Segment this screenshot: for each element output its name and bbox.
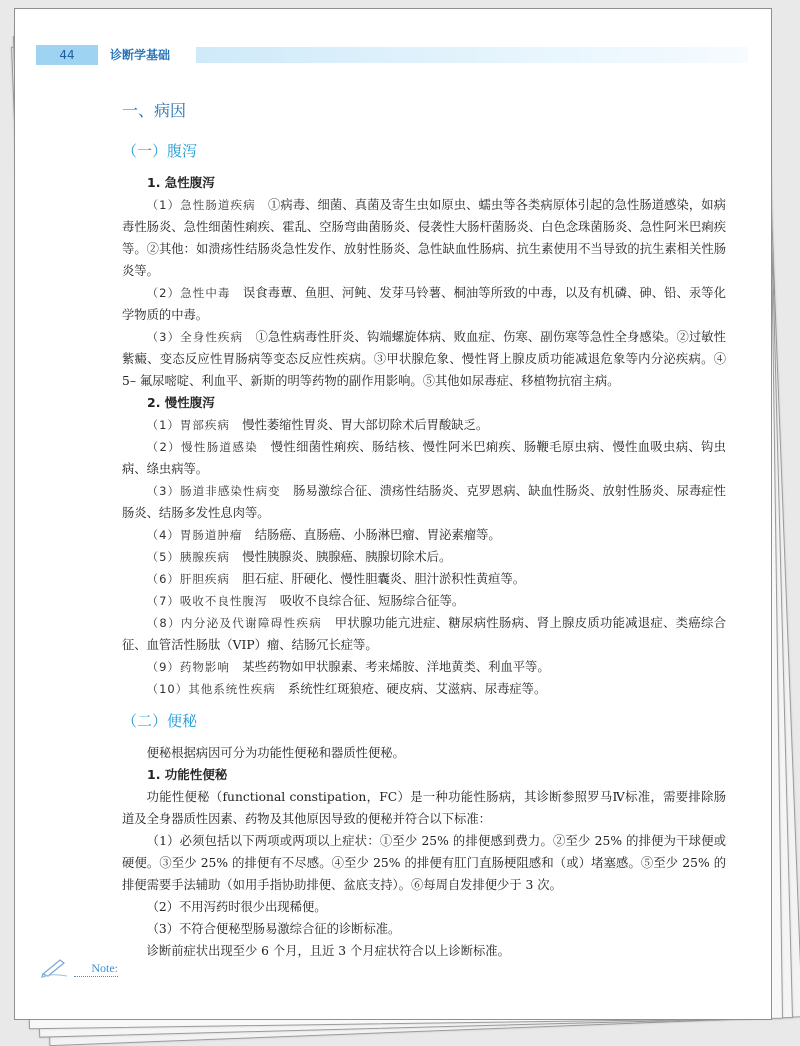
list-item bbox=[122, 546, 726, 568]
list-item bbox=[122, 612, 726, 656]
subsection-title-diarrhea: （一）腹泻 bbox=[122, 142, 198, 160]
item-text: 慢性细菌性痢疾、肠结核、慢性阿米巴痢疾、肠鞭毛原虫病、慢性血吸虫病、钩虫病、绦虫病等。 bbox=[122, 440, 726, 476]
list-item bbox=[122, 194, 726, 282]
item-term: （2）急性中毒 bbox=[146, 286, 231, 300]
item-text: 肠易激综合征、溃疡性结肠炎、克罗恩病、缺血性肠炎、放射性肠炎、尿毒症性肠炎、结肠多发性息肉等。 bbox=[122, 484, 726, 520]
item-term: （3）全身性疾病 bbox=[146, 330, 244, 344]
item-text: 某些药物如甲状腺素、考来烯胺、洋地黄类、利血平等。 bbox=[242, 660, 550, 674]
list-item bbox=[122, 590, 726, 612]
item-term: （1）胃部疾病 bbox=[146, 418, 230, 432]
item-term: （7）吸收不良性腹泻 bbox=[146, 594, 268, 608]
page-content bbox=[122, 96, 726, 962]
item-term: （8）内分泌及代谢障碍性疾病 bbox=[146, 616, 323, 630]
pencil-icon bbox=[40, 956, 68, 978]
fc-criterion: （3）不符合便秘型肠易激综合征的诊断标准。 bbox=[146, 922, 401, 936]
heading-acute-diarrhea: 1. 急性腹泻 bbox=[147, 175, 215, 190]
item-term: （1）急性肠道疾病 bbox=[146, 198, 256, 212]
item-text: ①病毒、细菌、真菌及寄生虫如原虫、蠕虫等各类病原体引起的急性肠道感染，如病毒性肠炎、急性细菌性痢疾、霍乱、空肠弯曲菌肠炎、侵袭性大肠杆菌肠炎、白色念珠菌肠炎、急性阿米巴痢疾等。②其他：如溃疡性结肠炎急性发作、放射性肠炎、急性缺血性肠病、抗生素使用不当导致的抗生素相关性肠炎等。 bbox=[122, 198, 726, 278]
page-number: 44 bbox=[36, 45, 98, 65]
margin-note bbox=[40, 956, 120, 980]
item-text: 误食毒蕈、鱼胆、河鲀、发芽马铃薯、桐油等所致的中毒，以及有机磷、砷、铅、汞等化学物质的中毒。 bbox=[122, 286, 726, 322]
item-term: （5）胰腺疾病 bbox=[146, 550, 230, 564]
fc-criterion: （1）必须包括以下两项或两项以上症状：①至少 25% 的排便感到费力。②至少 25% 的排便为干球便或硬便。③至少 25% 的排便有不尽感。④至少 25% 的排便有肛门直肠梗阻感和（或）堵塞感。⑤至少 25% 的排便需要手法辅助（如用手指协助排便、盆底支持）。⑥每周自发排便少于 3 次。 bbox=[122, 834, 726, 892]
list-item bbox=[122, 656, 726, 678]
item-term: （6）肝胆疾病 bbox=[146, 572, 230, 586]
heading-functional-constipation: 1. 功能性便秘 bbox=[147, 767, 228, 782]
item-text: ①急性病毒性肝炎、钩端螺旋体病、败血症、伤寒、副伤寒等急性全身感染。②过敏性紫癜、变态反应性胃肠病等变态反应性疾病。③甲状腺危象、慢性肾上腺皮质功能减退危象等内分泌疾病。④ 5– 氟尿嘧啶、利血平、新斯的明等药物的副作用影响。⑤其他如尿毒症、移植物抗宿主病。 bbox=[122, 330, 726, 388]
fc-criterion: （2）不用泻药时很少出现稀便。 bbox=[146, 900, 327, 914]
fc-duration-note: 诊断前症状出现至少 6 个月，且近 3 个月症状符合以上诊断标准。 bbox=[146, 944, 510, 958]
list-item bbox=[122, 326, 726, 392]
item-text: 系统性红斑狼疮、硬皮病、艾滋病、尿毒症等。 bbox=[288, 682, 547, 696]
page-header bbox=[36, 45, 748, 65]
item-text: 慢性萎缩性胃炎、胃大部切除术后胃酸缺乏。 bbox=[242, 418, 489, 432]
item-term: （4）胃肠道肿瘤 bbox=[146, 528, 243, 542]
item-text: 甲状腺功能亢进症、糖尿病性肠病、肾上腺皮质功能减退症、类癌综合征、血管活性肠肽（VIP）瘤、结肠冗长症等。 bbox=[122, 616, 726, 652]
section-title: 一、病因 bbox=[122, 101, 187, 120]
header-gradient-bar bbox=[196, 47, 748, 63]
item-text: 结肠癌、直肠癌、小肠淋巴瘤、胃泌素瘤等。 bbox=[254, 528, 501, 542]
constipation-intro: 便秘根据病因可分为功能性便秘和器质性便秘。 bbox=[146, 746, 405, 760]
running-title: 诊断学基础 bbox=[110, 48, 171, 62]
heading-chronic-diarrhea: 2. 慢性腹泻 bbox=[147, 395, 215, 410]
item-term: （2）慢性肠道感染 bbox=[146, 440, 259, 454]
item-term: （3）肠道非感染性病变 bbox=[146, 484, 281, 498]
list-item bbox=[122, 524, 726, 546]
list-item bbox=[122, 480, 726, 524]
fc-definition: 功能性便秘（functional constipation，FC）是一种功能性肠病，其诊断参照罗马Ⅳ标准，需要排除肠道及全身器质性因素、药物及其他原因导致的便秘并符合以下标准： bbox=[122, 790, 726, 826]
list-item bbox=[122, 282, 726, 326]
item-term: （9）药物影响 bbox=[146, 660, 230, 674]
list-item bbox=[122, 568, 726, 590]
item-text: 胆石症、肝硬化、慢性胆囊炎、胆汁淤积性黄疸等。 bbox=[242, 572, 526, 586]
list-item bbox=[122, 436, 726, 480]
subsection-title-constipation: （二）便秘 bbox=[122, 712, 198, 730]
item-text: 慢性胰腺炎、胰腺癌、胰腺切除术后。 bbox=[242, 550, 452, 564]
note-label: Note: bbox=[74, 961, 118, 977]
list-item bbox=[122, 678, 726, 700]
list-item bbox=[122, 414, 726, 436]
item-term: （10）其他系统性疾病 bbox=[146, 682, 276, 696]
item-text: 吸收不良综合征、短肠综合征等。 bbox=[279, 594, 465, 608]
